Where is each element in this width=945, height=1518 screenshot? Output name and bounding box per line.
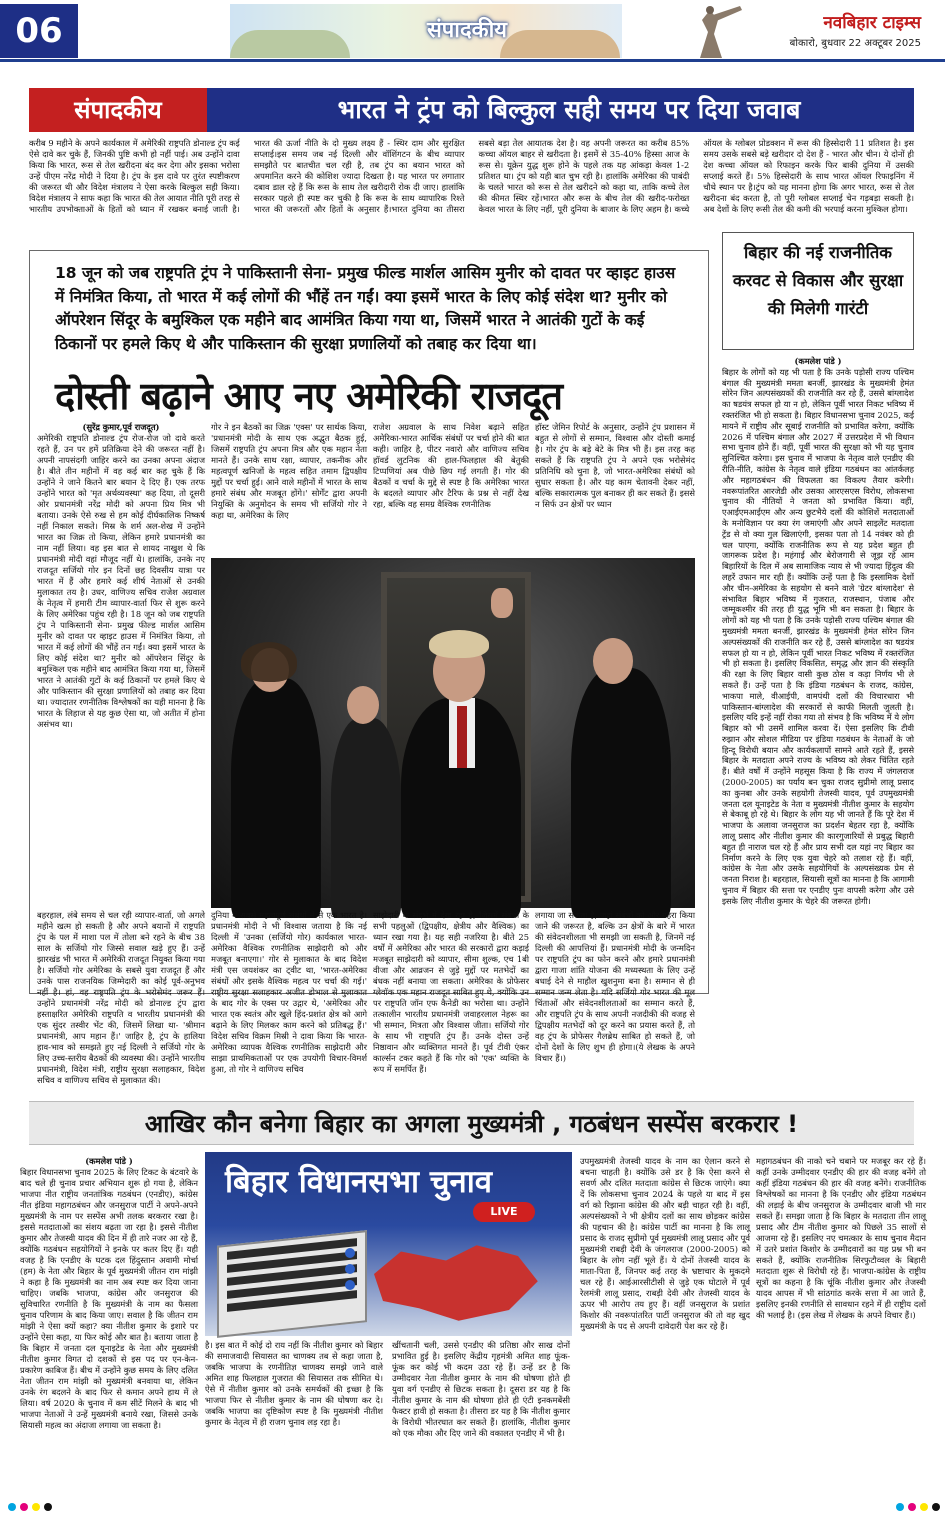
pullquote: 18 जून को जब राष्ट्रपति ट्रंप ने पाकिस्तानी सेना- प्रमुख फील्ड मार्शल आसिम मुनीर को दावत पर व्हाइट हाउस में निमंत्रित किया, तो भारत में कई लोगों की भौंहें तन गईं। क्या इसमें भारत के लिए कोई संदेश था? मुनीर को ऑपरेशन सिंदूर के बमुश्किल एक महीने बाद आमंत्रित किया गया था, जिसमें भारत ने आतंकी गुटों के कई ठिकानों पर हमले किए थे और पाकिस्तान की सुरक्षा प्रणालियों को तबाह कर दिया था। xyxy=(55,264,676,353)
registration-mark xyxy=(8,1503,16,1511)
main-col-8: लगाया जा सकता है, जहां संबंधों को और गहरा किया जाने की जरूरत है, बल्कि उन क्षेत्रों के बारे में भारत की संवेदनशीलता भी समझी जा सकती है, जिनमें नई दिल्ली की आपत्तियां हैं। प्रधानमंत्री मोदी के जन्मदिन पर राष्ट्रपति ट्रंप का फोन करने और हमारे प्रधानमंत्री द्वारा गाजा शांति योजना की मध्यस्थता के लिए उन्हें बधाई देने से माहौल खुशनुमा बना है। सम्मान से ही सम्मान जन्म लेता है। यदि सर्जियो गोर भारत की मूल चिंताओं और संवेदनशीलताओं का सम्मान करते हैं, और राष्ट्रपति ट्रंप के साथ अपनी नजदीकी की वजह से द्विपक्षीय मतभेदों को दूर करने का प्रयास करते हैं, तो वह ट्रंप के प्रोफेसर गैलब्रेथ साबित हो सकते हैं, जो दोनों देशों के लिए शुभ ही होगा।(ये लेखक के अपने विचार हैं।) xyxy=(535,910,695,1063)
trump-photo xyxy=(211,558,695,908)
bottom-col-4: उपमुख्यमंत्री तेजस्वी यादव के नाम का ऐलान करने से बचना चाहती है। क्योंकि उसे डर है कि ऐसा करने से सवर्ण और दलित मतदाता कांग्रेस से छिटक जाएंगे। क्या दें कि लोकसभा चुनाव 2024 के पहले या बाद में इस वर्ग को रिझाना कांग्रेस की और बड़ी चाहत रही है। वहीं, अल्पसंख्यकों ने भी क्षेत्रीय दलों का साथ छोड़कर कांग्रेस की पहचान की है। कांग्रेस पार्टी का मानना है कि लालू प्रसाद के राजद सुप्रीमो पूर्व मुख्यमंत्री लालू प्रसाद और पूर्व मुख्यमंत्री राबड़ी देवी के जंगलराज (2000-2005) को बिहार के लोग नहीं भूले हैं। ये दोनों तेजस्वी यादव के माता-पिता हैं, जिनपर कई तरह के भ्रष्टाचार के मुकदमे चल रहे हैं। आईआरसीटीसी से जुड़े एक घोटाले में पूर्व रेलमंत्री लालू प्रसाद, राबड़ी देवी और तेजस्वी यादव के ऊपर भी आरोप तय हुए हैं। वहीं जनसुराज के प्रशांत किशोर की नवरूपांतरित पार्टी जनसुराज की तो वह खुद मुख्यमंत्री के पद से अपनी दावेदारी पेश कर रहे हैं। xyxy=(580,1156,750,1331)
editorial-label: संपादकीय xyxy=(29,88,207,132)
main-col-1-text: अमेरिकी राष्ट्रपति डोनाल्ड ट्रंप रोज-रोज जो दावे करते रहते हैं, उन पर हमें प्रतिक्रिया देने की जरूरत नहीं है। अपनी नापसंदगी जाहिर करने का उनका अपना अंदाज है। बीते तीन महीनों में वह कई बार कह चुके हैं कि उन्होंने ने जाने कितने बार बयान दे दिए हैं। एक तरफ उन्होंने भारत को 'मृत अर्थव्यवस्था' कह दिया, तो दूसरी ओर प्रधानमंत्री नरेंद्र मोदी को अपना प्रिय मित्र भी बताया। उनके ऐसे रुख से हम कोई दीर्घकालिक निष्कर्ष नहीं निकाल सकते। मिस्र के शर्म अल-शेख में उन्होंने भारत का जिक्र तो किया, लेकिन हमारे प्रधानमंत्री का नाम नहीं लिया। वह इस बात से शायद नाखुश थे कि प्रधानमंत्री मोदी वहां मौजूद नहीं थे। हालांकि, उनके नए राजदूत सर्जियो गोर इन दिनों छह दिवसीय यात्रा पर भारत में हैं और हमारे कई शीर्ष नेताओं से उनकी मुलाकात तय है। उधर, वाणिज्य सचिव राजेश अग्रवाल के नेतृत्व में हमारी टीम व्यापार-वार्ता फिर से शुरू करने के लिए अमेरिका पहुंच रही है। 18 जून को जब राष्ट्रपति ट्रंप ने पाकिस्तानी सेना- प्रमुख फील्ड मार्शल आसिम मुनीर को दावत पर व्हाइट हाउस में निमंत्रित किया, तो भारत में कई लोगों की भौंहें तन गईं। क्या इसमें भारत के लिए कोई संदेश था? मुनीर को ऑपरेशन सिंदूर के बमुश्किल एक महीने बाद आमंत्रित किया गया था, जिसमें भारत ने आतंकी गुटों के कई ठिकानों पर हमले किए थे और पाकिस्तान की सुरक्षा प्रणालियों को तबाह कर दिया था। ज्यादातर रणनीतिक विश्लेषकों का यही मानना है कि भारत के लिहाज से यह कुछ ऐसा था, जो अतीत में होना असंभव था। xyxy=(37,433,205,729)
statue-illustration xyxy=(630,2,780,60)
bihar-map-icon xyxy=(365,1238,545,1328)
main-col-6: दुनिया में सबसे महत्वपूर्ण संबंधों में से एक भारत है। प्रधानमंत्री मोदी ने भी विश्वास जताया है कि नई दिल्ली में 'उनका (सर्जियो गोर) कार्यकाल भारत-अमेरिका वैश्विक रणनीतिक साझेदारी को और मजबूत बनाएगा।' गोर से मुलाकात के बाद विदेश मंत्री एस जयशंकर का ट्वीट था, 'भारत-अमेरिका संबंधों और इसके वैश्विक महत्व पर चर्चा की गई।' राष्ट्रीय सुरक्षा सलाहकार अजीत डोभाल से मुलाकात के बाद गोर के एक्स पर उद्गार थे, 'अमेरिका और भारत एक स्वतंत्र और खुले हिंद-प्रशांत क्षेत्र को आगे बढ़ाने के लिए मिलकर काम करने को प्रतिबद्ध हैं।' विदेश सचिव विक्रम मिस्री ने दावा किया कि भारत-अमेरिका व्यापक वैश्विक रणनीतिक साझेदारी और साझा प्राथमिकताओं पर एक उपयोगी विचार-विमर्श हुआ, तो गोर ने वाणिज्य सचिव xyxy=(211,910,367,1074)
live-badge: LIVE xyxy=(473,1202,535,1222)
registration-mark xyxy=(896,1503,904,1511)
registration-mark xyxy=(20,1503,28,1511)
side-body-text: बिहार के लोगों को यह भी पता है कि उनके पड़ोसी राज्य पश्चिम बंगाल की मुख्यमंत्री ममता बनर्जी, झारखंड के मुख्यमंत्री हेमंत सोरेन जिन अल्पसंख्यकों की राजनीति कर रहे हैं, उससे बांग्लादेश का षडयंत्र सफल हो या न हो, लेकिन पूर्वी भारत निकट भविष्य में रक्तरंजित भी हो सकता है। बिहार विधानसभा चुनाव 2025, कई मायने में राष्ट्रीय और सूबाई राजनीति को प्रभावित करेगा, क्योंकि 2026 में पश्चिम बंगाल और 2027 में उत्तरप्रदेश में भी विधान सभा चुनाव होने हैं। वहीं, पूर्वी भारत की सुरक्षा को भी यह चुनाव सुनिश्चित करेगा। इस चुनाव में भाजपा के नेतृत्व वाले एनडीए की रीति-नीति, कांग्रेस के नेतृत्व वाले इंडिया गठबंधन का आंतर्कलह और महागठबंधन की विफलता का विकल्प तैयार करेगी। नवरूपांतरित आरजेडी और उसका आरएसएस विरोध, लोकसभा चुनाव की नीतियों ने जनता को प्रभावित किया। वहीं, एआईएमआईएम और अन्य छुटभैये दलों की कोशिशें मतदाताओं के मनोविज्ञान पर क्या रंग जमाएंगी और अपने साइलेंट मतदाता ट्रेंड से वो क्या गुल खिलाएंगी, इसका पता तो 14 नवंबर को ही चल पाएगा, क्योंकि राजनीतिक रूप से यह प्रदेश बहुत ही जागरूक प्रदेश है। महंगाई और बेरोजगारी से जूझ रहे आम बिहारियों के दिल में अब सामाजिक न्याय से भी ज्यादा हिंदुत्व की लहरें उफान मार रही हैं। क्योंकि उन्हें पता है कि इस्लामिक देशों और चीन-अमेरिका के सहयोग से बनने वाले 'ग्रेटर बांग्लादेश' से संभावित बिहार भविष्य में गुजरात, राजस्थान, पंजाब और जम्मूकश्मीर की तरह ही युद्ध भूमि भी बन सकता है। बिहार के लोगों को यह भी पता है कि उनके पड़ोसी राज्य पश्चिम बंगाल की मुख्यमंत्री ममता बनर्जी, झारखंड के मुख्यमंत्री हेमंत सोरेन जिन अल्पसंख्यकों की राजनीति कर रहे हैं, उससे बांग्लादेश का षडयंत्र सफल हो या न हो, लेकिन पूर्वी भारत निकट भविष्य में रक्तरंजित भी हो सकता है। इसलिए विकसित, समृद्ध और ज्ञान की संस्कृति की रक्षा के लिए बिहार वासी कुछ ठोस व कड़ा निर्णय भी ले सकते हैं। उन्हें पता है कि इंडिया गठबंधन के राजद, कांग्रेस, भाकपा माले, वीआईपी, वामपंथी दलों की विचारधारा भी पाकिस्तान-बांग्लादेश की सरकारों से काफी मिलती जुलती है। इसलिए यदि इन्हें नहीं रोका गया तो संभव है कि भविष्य में ये लोग बिहार को भी उसमें शामिल करवा दें। ऐसा इसलिए कि टीवी रुझान और सोशल मीडिया पर इंडिया गठबंधन के नेताओं के जो हिन्दू विरोधी बयान और कार्यकलापों सामने आते रहते हैं, इससे बिहार के मतदाता अपने राज्य के भविष्य को लेकर चिंतित रहते हैं। बीते वर्षों में उन्होंने महसूस किया है कि राज्य में जंगलराज (2000-2005) का पर्याय बन चुका राजद सुप्रीमो लालू प्रसाद का कुनबा और उनके सहयोगी तेजस्वी यादव, पूर्व उपमुख्यमंत्री जनता दल यूनाइटेड के नेता व मुख्यमंत्री नीतीश कुमार के सहयोग से बेकाबू हो रहे थे। बिहार के लोग यह भी जानते हैं कि पूरे देश में भाजपा के अलावा जनसुराज का प्रदर्शन बेहतर रहा है, क्योंकि लालू प्रसाद और नीतीश कुमार की कारगुजारियों से प्रबुद्ध बिहारी बहुत ही नाराज चल रहे हैं और प्राय सभी दल यहां नए बिहार का निर्माण करने के लिए एक युवा चेहरे को तलाश रहे हैं। वहीं, कांग्रेस के नेता और उसके सहयोगियों के अल्पसंख्यक प्रेम से जनता निराश है। बहरहाल, सियासी सूत्रों का मानना है कि आगामी चुनाव में बिहार की सत्ता पर एनडीए पुनः वापसी करेगा और उसे इसके लिए नीतीश कुमार के चेहरे की जरूरत होगी। xyxy=(722,366,914,906)
bottom-col-2: है। इस बात में कोई दो राय नहीं कि नीतीश कुमार को बिहार की समाजवादी सियासत का चाणक्य तब से कहा जाता है, जबकि भाजपा के रणनीतिज्ञ चाणक्य समझे जाने वाले अमित शाह फिलहाल गुजरात की सियासत तक सीमित थे। ऐसे में नीतीश कुमार को उनके समर्थकों की इच्छा है कि भाजपा फिर से नीतीश कुमार के नाम की घोषणा कर दे। जबकि भाजपा का दृष्टिकोण स्पष्ट है कि मुख्यमंत्री नीतीश कुमार के नेतृत्व में ही राजग चुनाव लड़ रहा है। xyxy=(205,1340,383,1427)
registration-mark xyxy=(920,1503,928,1511)
main-col-7: साझेदारी के संदर्भ में देख रहा है, जिसमें संबंधों के सभी पहलुओं (द्विपक्षीय, क्षेत्रीय और वैश्विक) का ध्यान रखा गया है। यह सही नजरिया है। बीते 25 वर्षों में अमेरिका और भारत की सरकारों द्वारा कड़ाई मजबूत साझेदारी को व्यापार, सीमा शुल्क, एच 1बी वीजा और आव्रजन से जुड़े मुद्दों पर मतभेदों का बंधक नहीं बनाया जा सकता। अमेरिका के प्रोफेसर ग्लेवॉक एक महान राजदूत साबित हुए थे, क्योंकि उन पर राष्ट्रपति जॉन एफ कैनेडी का भरोसा था। उन्होंने तत्कालीन भारतीय प्रधानमंत्री जवाहरलाल नेहरू का भी सम्मान, मित्रता और विश्वास जीता। सर्जियो गोर के साथ भी राष्ट्रपति ट्रंप हैं। उनके दोस्त उन्हें निष्ठावान और व्यक्तिगत मानते हैं। पूर्व टीवी एंकर कार्ल्सन टकर कहते हैं कि गोर को 'एक' व्यक्ति के रूप में समर्पित हैं। xyxy=(373,910,529,1074)
registration-mark xyxy=(32,1503,40,1511)
registration-mark xyxy=(908,1503,916,1511)
bottom-byline: (कमलेश पांडे ) xyxy=(85,1156,133,1166)
section-title: संपादकीय xyxy=(426,18,508,43)
bottom-col-5: महागठबंधन की नाको चने चबाने पर मजबूर कर रहे हैं। कहीं उनके उम्मीदवार एनडीए की हार की वजह बनेंगे तो कहीं इंडिया गठबंधन की हार की वजह बनेंगे। राजनीतिक विश्लेषकों का मानना है कि एनडीए और इंडिया गठबंधन की लड़ाई के बीच जनसुराज के उम्मीदवार बाजी भी मार सकते हैं। समझा जाता है कि बिहार के मतदाता तीन लालू प्रसाद और टीम नीतीश कुमार को पिछले 35 सालों से आजमा रहे हैं। इसलिए नए चमत्कार के साथ चुनाव मैदान में उतरे प्रशांत किशोर के उम्मीदवारों का यह प्रश्न भी बन सकते हैं, क्योंकि राजनीतिक सिरफुटौव्वल के बिहारी मतदाता शुरू से विरोधी रहे हैं। भाजपा-कांग्रेस के राष्ट्रीय सूत्रों का कहना है कि चूंकि नीतीश कुमार और तेजस्वी यादव आपस में भी सांठगांठ करके सत्ता में आ जाते हैं, इसलिए इनकी रणनीति से सावधान रहने में ही राष्ट्रीय दलों की भलाई है। (इस लेख में लेखक के अपने विचार हैं।) xyxy=(756,1156,926,1320)
registration-mark xyxy=(932,1503,940,1511)
main-byline: (सुरेंद्र कुमार,पूर्व राजदूत) xyxy=(82,422,160,432)
bottom-col-1-text: बिहार विधानसभा चुनाव 2025 के लिए टिकट के बंटवारे के बाद चले ही चुनाव प्रचार अभियान शुरू हो गया है, लेकिन भाजपा नीत राष्ट्रीय जनतांत्रिक गठबंधन (एनडीए), कांग्रेस नीत इंडिया महागठबंधन और जनसुराज पार्टी ने अपने-अपने मुख्यमंत्री के नाम पर सस्पेंस अभी तलक बरकरार रखा है। इससे मतदाताओं का संशय बढ़ता जा रहा है। इससे नीतीश कुमार और तेजस्वी यादव की दिन में ही तारे नजर आ रहे हैं, क्योंकि गठबंधन सहयोगियों ने इनके पर कतर दिए हैं। यही वजह है कि एनडीए के घटक दल हिंदुस्तान अवामी मोर्चा (हम) के नेता और बिहार के पूर्व मुख्यमंत्री जीतन राम मांझी ने कहा है कि मुख्यमंत्री का नाम अब स्पष्ट कर दिया जाना चाहिए। जबकि भाजपा, कांग्रेस और जनसुराज की सुविचारित रणनीति है कि मुख्यमंत्री के नाम का फैसला चुनाव परिणाम के बाद किया जाए। सवाल है कि जीतन राम मांझी ने ऐसा क्यों कहा? क्या नीतीश कुमार के इशारे पर उन्होंने ऐसा कहा, या फिर कोई और बात है। बताया जाता है कि बिहार में जनता दल यूनाइटेड के नेता और मुख्यमंत्री नीतीश कुमार विगत दो दशकों से इस पद पर एन-केन-प्रकारेण काबिज हैं। बीच में उन्होंने कुछ समय के लिए दलित नेता जीतन राम मांझी को मुख्यमंत्री बनवाया था, लेकिन उनके रंग बदलने के बाद फिर से कमान अपने हाथ में ले लिया। वर्ष 2020 के चुनाव में कम सीटें मिलने के बाद भी भाजपा नेताओं ने उन्हें मुख्यमंत्री बनाये रखा, जिससे उनके सियासी महत्व का अंदाजा लगाया जा सकता है। xyxy=(20,1167,198,1430)
main-col-3: राजेश अग्रवाल के साथ निवेश बढ़ाने सहित अमेरिका-भारत आर्थिक संबंधों पर चर्चा होने की बात कही। जाहिर है, पीटर नवारो और वाणिज्य सचिव हॉवर्ड लुटनिक की हाल-फिलहाल की बेतुकी टिप्पणियां अब पीछे छिप गई लगती हैं। गोर की बैठकों व चर्चा के मुद्दे से स्पष्ट है कि अमेरिका भारत के बदलते व्यापार और टैरिफ के प्रश्न से नहीं देख रहा, बल्कि वह समग्र वैश्विक रणनीतिक xyxy=(373,422,529,509)
bottom-col-1 xyxy=(20,1156,198,1492)
registration-mark xyxy=(44,1503,52,1511)
page-number: 06 xyxy=(0,4,78,58)
dateline: बोकारो, बुधवार 22 अक्टूबर 2025 xyxy=(789,38,921,49)
brand-block xyxy=(790,10,921,49)
side-byline: (कमलेश पांडे ) xyxy=(794,356,842,366)
side-body xyxy=(722,356,914,990)
main-col-1 xyxy=(37,422,205,902)
main-col-4: हॉस्ट जेमिन रिपोर्ट के अनुसार, उन्होंने ट्रंप प्रशासन में बहुत से लोगों से सम्मान, विश्वास और दोस्ती कमाई है। गोर ट्रंप के बड़े बेटे के मित्र भी हैं। इस तरह कह सकते हैं कि राष्ट्रपति ट्रंप ने अपने एक भरोसेमंद प्रतिनिधि को चुना है, जो भारत-अमेरिका संबंधों को सुधार सकता है। और यह काम चेतावनी देकर नहीं, बल्कि सकारात्मक पुल बनाकर ही कर सकते हैं। इससे न सिर्फ उन क्षेत्रों पर ध्यान xyxy=(535,422,695,509)
main-col-5: बहरहाल, लंबे समय से चल रही व्यापार-वार्ता, जो अगले महीने खत्म हो सकती है और अपने बयानों में राष्ट्रपति ट्रंप के पल में माशा पल में तोला बने रहने के बीच 38 साल के सर्जियो गोर जिस्से सवाल खड़े हुए हैं। उन्हें झारखंड भी भारत में अमेरिकी राजदूत नियुक्त किया गया है। सर्जियो गोर अमेरिका के सबसे युवा राजदूत हैं और उनके पास राजनयिक जिम्मेदारी का कोई पूर्व-अनुभव नहीं है। हां, वह राष्ट्रपति ट्रंप के भरोसेमंद जरूर हैं। उन्होंने प्रधानमंत्री नरेंद्र मोदी को डोनाल्ड ट्रंप द्वारा हस्ताक्षरित अमेरिकी राष्ट्रपति व भारतीय प्रधानमंत्री की एक सुंदर तस्वीर भेंट की, जिसमें लिखा था- 'श्रीमान प्रधानमंत्री, आप महान हैं।' जाहिर है, ट्रंप के हालिया हाव-भाव को समझते हुए नई दिल्ली ने सर्जियो गोर के लिए उच्च-स्तरीय बैठकों की व्यवस्था की। उन्होंने भारतीय प्रधानमंत्री, विदेश मंत्री, राष्ट्रीय सुरक्षा सलाहकार, विदेश सचिव व वाणिज्य सचिव से मुलाकात की। xyxy=(37,910,205,1085)
bottom-headline: आखिर कौन बनेगा बिहार का अगला मुख्यमंत्री , गठबंधन सस्पेंस बरकरार ! xyxy=(29,1101,914,1145)
editorial-title: भारत ने ट्रंप को बिल्कुल सही समय पर दिया जवाब xyxy=(337,95,801,124)
side-headline: बिहार की नई राजनीतिक करवट से विकास और सुरक्षा की मिलेगी गारंटी xyxy=(722,232,914,350)
bottom-col-3: खींचतानी चली, उससे एनडीए की प्रतिष्ठा और साख दोनों प्रभावित हुई है। इसलिए केंद्रीय गृहमंत्री अमित शाह फूंक-फूंक कर कोई भी कदम उठा रहे हैं। उन्हें डर है कि उम्मीदवार नेता नीतीश कुमार के नाम की घोषणा होते ही युवा वर्ग एनडीए से छिटक सकता है। दूसरा डर यह है कि नीतीश कुमार के नाम की घोषणा होते ही एंटी इनकमबेंसी फैक्टर हावी हो सकता है। तीसरा डर यह है कि नीतीश कुमार के विरोधी भीतरघात कर सकते हैं। हालांकि, नीतीश कुमार को एक मौका और दिए जाने की वकालत एनडीए में भी है। xyxy=(392,1340,570,1438)
brand-name: नवबिहार टाइम्स xyxy=(823,13,921,33)
masthead xyxy=(0,0,945,62)
editorial-body: करीब 9 महीने के अपने कार्यकाल में अमेरिकी राष्ट्रपति डोनाल्ड ट्रंप कई ऐसे दावे कर चुके हैं, जिनकी पुष्टि कभी हो नहीं पाई। अब उन्होंने दावा किया कि भारत, रूस से तेल खरीदना बंद कर देगा और इसका भरोसा उन्हें पीएम नरेंद्र मोदी ने दिया है। ट्रंप के इस दावे पर तुरंत स्पष्टीकरण की जरूरत थी और विदेश मंत्रालय ने ऐसा करके बिल्कुल सही किया।विदेश मंत्रालय ने साफ कहा कि भारत की तेल आयात नीति पूरी तरह से भारतीय उपभोक्ताओं के हितों को ध्यान में रखकर बनाई जाती है। भारत की ऊर्जा नीति के दो मुख्य लक्ष्य हैं - स्थिर दाम और सुरक्षित सप्लाई।इस समय जब नई दिल्ली और वॉशिंगटन के बीच व्यापार समझौते पर बातचीत चल रही है, तब ट्रंप का बयान भारत को अपमानित करने की कोशिश ज्यादा दिखता है। यह भारत पर लगातार दबाव डाल रहे हैं कि रूस के साथ तेल खरीदारी रोक दी जाए। हालांकि सरकार पहले ही स्पष्ट कर चुकी है कि रूस के साथ व्यापारिक रिश्ते भारत की जरूरतों और हितों के अनुसार हैं।भारत दुनिया का तीसरा सबसे बड़ा तेल आयातक देश है। वह अपनी जरूरत का करीब 85% कच्चा ऑयल बाहर से खरीदता है। इसमें से 35-40% हिस्सा आज के रूस से। यूक्रेन युद्ध शुरू होने के पहले तक यह आंकड़ा केवल 1-2 प्रतिशत था। ट्रंप को यही बात चुभ रही है। हालांकि अमेरिका की पाबंदी के चलते भारत को रूस से तेल खरीदने को कहा था, ताकि कच्चे तेल की कीमत स्थिर रहें।भारत और रूस के बीच तेल की खरीद-फरोख्त केवल भारत के लिए नहीं, पूरी दुनिया के बाजार के लिए अहम है। कच्चे ऑयल के ग्लोबल प्रोडक्शन में रूस की हिस्सेदारी 11 प्रतिशत है। इस समय उसके सबसे बड़े खरीदार दो देश हैं - भारत और चीन। ये दोनों ही देश कच्चा ऑयल को रिफाइन करके फिर बाकी दुनिया में उसकी सप्लाई करते हैं। 5% हिस्सेदारी के साथ भारत ऑयल रिफाइनिंग में चौथे स्थान पर है।ट्रंप को यह मानना होगा कि अगर भारत, रूस से तेल खरीदना बंद करता है, तो पूरी ग्लोबल सप्लाई चेन गड़बड़ा सकती है। अब देशों के लिए रूसी तेल की कमी की भरपाई करना मुश्किल होगा। xyxy=(29,138,914,214)
main-story xyxy=(29,250,709,1085)
election-graphic-title: बिहार विधानसभा चुनाव xyxy=(225,1164,492,1200)
election-graphic xyxy=(205,1152,572,1336)
main-headline: दोस्ती बढ़ाने आए नए अमेरिकी राजदूत xyxy=(55,374,563,418)
side-story xyxy=(722,232,914,994)
main-col-2: गोर ने इन बैठकों का जिक्र 'एक्स' पर सार्थक किया, 'प्रधानमंत्री मोदी के साथ एक अद्भुत बैठक हुई, जिसमें राष्ट्रपति ट्रंप अपना मित्र और एक महान नेता मानते हैं। उनके साथ रक्षा, व्यापार, तकनीक और महत्वपूर्ण खनिजों के महत्व सहित तमाम द्विपक्षीय मुद्दों पर चर्चा हुई। आने वाले महीनों में भारत के साथ हमारे संबंध और मजबूत होंगे।' सोर्गेंट द्वारा अपनी नियुक्ति के अनुमोदन के समय भी सर्जियो गोर ने कहा था, अमेरिका के लिए xyxy=(211,422,367,520)
editorial-header xyxy=(29,88,914,132)
